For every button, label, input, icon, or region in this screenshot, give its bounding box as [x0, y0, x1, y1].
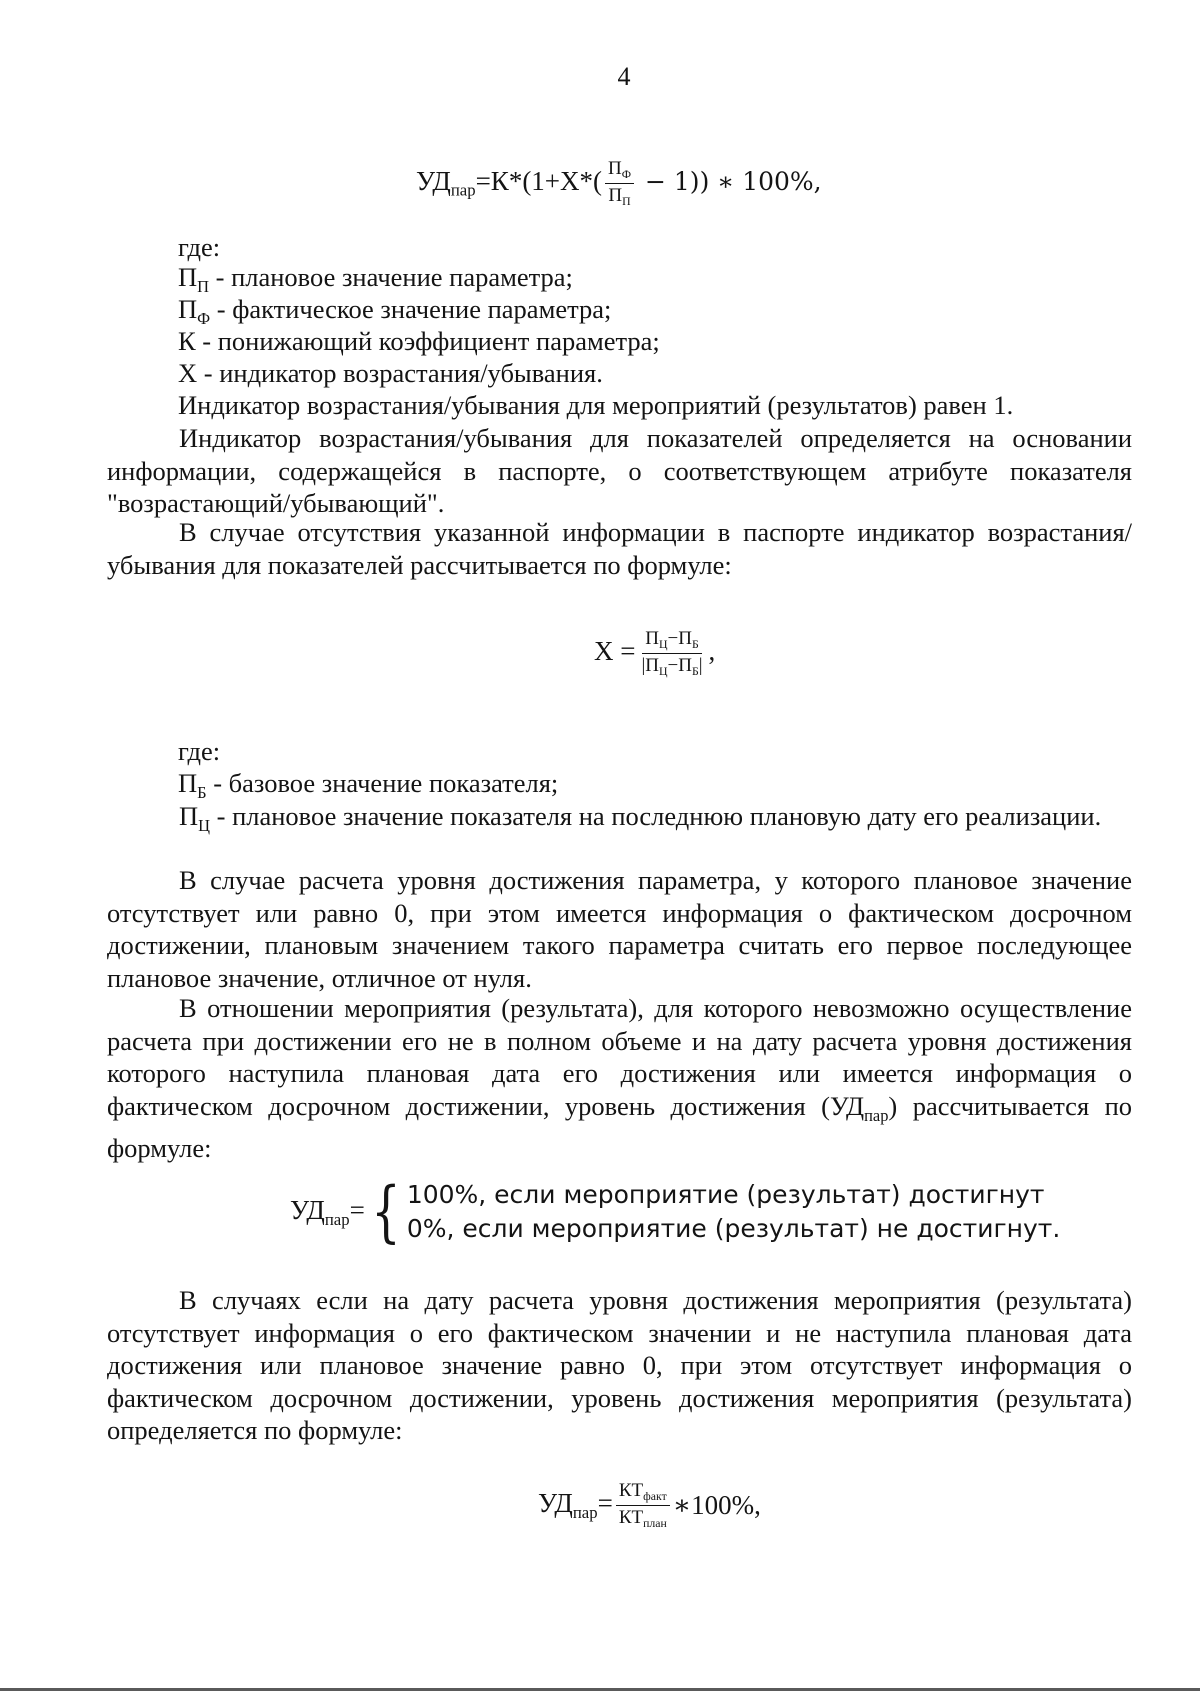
page-number: 4 — [617, 62, 631, 91]
formula-part1: =К*(1+Х*( — [475, 165, 603, 196]
formula-cases — [407, 1178, 1060, 1246]
definition-base-value: $П_Б$ - базовое значение показателя; — [178, 768, 559, 802]
paragraph-indicator-absent: В случае отсутствия указанной информации в паспорте индикатор возрастания/убывания для показателей рассчитывается по формуле: — [107, 517, 1132, 580]
fraction-denominator: $КТ_{план}$ — [618, 1507, 667, 1531]
definition-planned-parameter: $П_П$ - плановое значение параметра; — [178, 262, 573, 296]
formula-cases-lhs: $УД_{пар}=$ — [290, 1194, 365, 1229]
formula-ud-par — [416, 158, 822, 209]
formula-kt-fraction — [616, 1480, 670, 1531]
fraction-denominator: $|П_Ц-П_Б|$ — [641, 655, 703, 679]
paragraph-no-actual-value: В случаях если на дату расчета уровня достижения мероприятия (результата) отсутствует информация о его фактическом значении и не наступила плановая дата достижения или плановое значение равно 0, при этом отсутствует информация о фактическом досрочном достижении, уровень достижения мероприятия (результата) определяется по формуле: — [107, 1285, 1132, 1445]
formula-part2: − 1)) ∗ 100%, — [637, 166, 822, 196]
formula-cases-brace: { — [371, 1173, 401, 1250]
definition-coefficient: К - понижающий коэффициент параметра; — [178, 326, 660, 356]
formula-ud-cases — [290, 1173, 1061, 1250]
definition-target-value: $П_Ц$ - плановое значение показателя на последнюю плановую дату его реализации. — [179, 801, 1102, 835]
paragraph-indicator-events: Индикатор возрастания/убывания для мероприятий (результатов) равен 1. — [178, 390, 1014, 420]
definition-actual-parameter: $П_Ф$ - фактическое значение параметра; — [178, 294, 612, 328]
formula-x — [594, 628, 715, 679]
formula-ud-kt — [538, 1480, 761, 1531]
case-achieved: 100%, если мероприятие (результат) достигнут — [406, 1180, 1045, 1209]
fraction-numerator: $П_Ф$ — [605, 158, 634, 184]
where-label-2: где: — [178, 736, 221, 766]
formula-kt-tail: ∗100%, — [672, 1490, 761, 1521]
paragraph-indicator-passport: Индикатор возрастания/убывания для показателей определяется на основании информации, содержащейся в паспорте, о соответствующем атрибуте показателя "возрастающий/убывающий". — [107, 423, 1132, 518]
formula-x-lhs: Х = — [594, 635, 636, 666]
formula-lhs: УД — [416, 165, 451, 196]
fraction-numerator: $П_Ц-П_Б$ — [642, 628, 701, 654]
formula-x-fraction — [638, 628, 705, 679]
formula-lhs-sub: пар — [450, 180, 476, 200]
formula-fraction — [605, 158, 634, 209]
scan-bottom-edge — [0, 1688, 1200, 1691]
paragraph-event-not-full: В отношении мероприятия (результата), для которого невозможно осуществление расчета при достижении его не в полном объеме и на дату расчета уровня достижения которого наступила плановая дата его достижения или имеется информация о фактическом досрочном достижении, уровень достижения $(УД_{пар})$ рассчитывается по формуле: — [107, 993, 1133, 1163]
formula-x-tail: , — [708, 635, 716, 666]
fraction-denominator: $П_П$ — [608, 185, 631, 209]
case-not-achieved: 0%, если мероприятие (результат) не достигнут. — [406, 1214, 1061, 1243]
definition-indicator: Х - индикатор возрастания/убывания. — [178, 358, 603, 388]
paragraph-zero-plan: В случае расчета уровня достижения параметра, у которого плановое значение отсутствует или равно 0, при этом имеется информация о фактическом досрочном достижении, плановым значением такого параметра считать его первое последующее плановое значение, отличное от нуля. — [107, 865, 1132, 993]
fraction-numerator: $КТ_{факт}$ — [616, 1480, 670, 1506]
where-label-1: где: — [178, 232, 221, 262]
formula-kt-lhs: $УД_{пар}=$ — [538, 1488, 613, 1523]
